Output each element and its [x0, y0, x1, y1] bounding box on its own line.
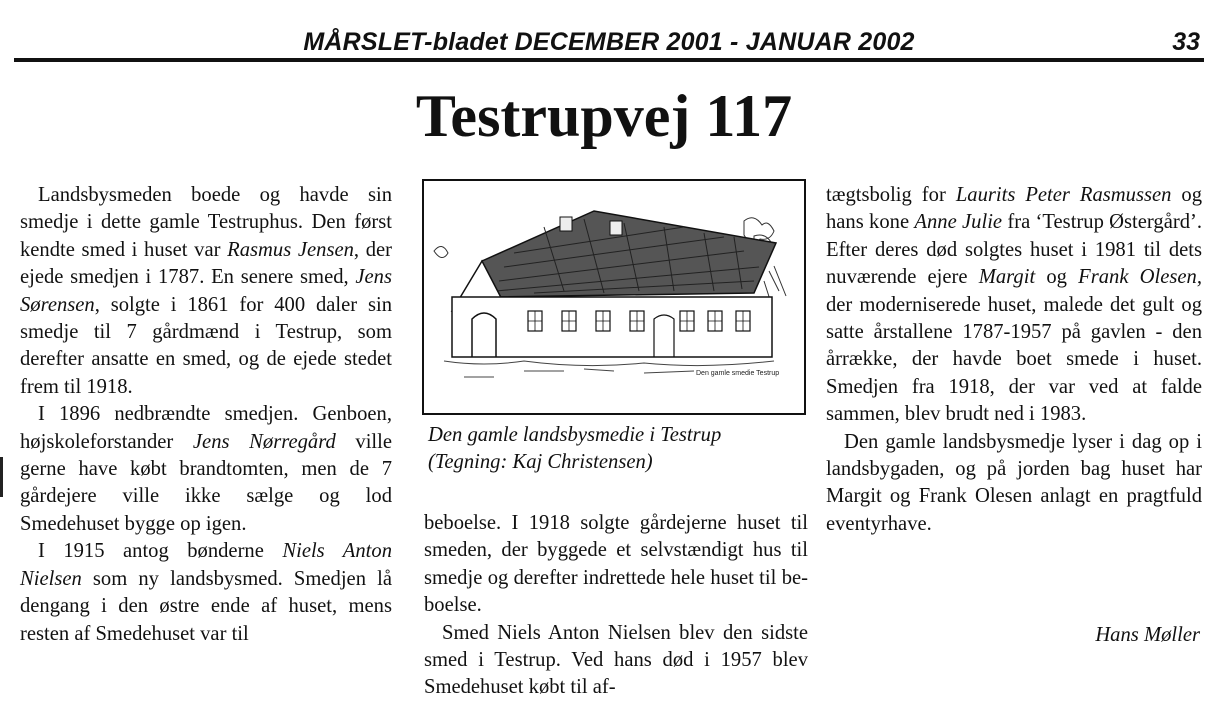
- text-run: Den gamle landsbysmedje lyser i dag op i landsbygaden, og på jorden bag huset har Margit og Frank Olesen anlagt en pragtfuld eventyrhave.: [826, 430, 1202, 535]
- paragraph: [20, 538, 392, 648]
- paragraph: [424, 510, 808, 620]
- text-run: I 1896 nedbrændte smedjen. Genboen, højskoleforstander: [20, 403, 392, 453]
- text-run: I 1915 antog bønderne: [38, 540, 283, 563]
- house-drawing-image: [424, 181, 804, 413]
- paragraph: [20, 182, 392, 401]
- text-run: og: [1035, 266, 1079, 289]
- italic-name: Rasmus Jensen: [227, 238, 354, 261]
- italic-name: Jens Nørregård: [192, 430, 336, 453]
- paragraph: [826, 182, 1202, 429]
- italic-name: Niels Anton Nielsen: [20, 540, 392, 590]
- text-run: beboelse. I 1918 solgte gårdejerne huset til smeden, der byggede et selvstændigt hus til smedje og derefter indrettede hele huset til be-boelse.: [424, 512, 808, 617]
- page-number: 33: [1172, 28, 1200, 56]
- sketch-inscription: Den gamle smedie Testrup: [696, 370, 780, 377]
- figure-caption: [428, 422, 808, 477]
- masthead: MÅRSLET-bladet DECEMBER 2001 - JANUAR 2002: [303, 28, 915, 56]
- italic-name: Jens Sørensen: [20, 266, 392, 316]
- text-run: Smed Niels Anton Nielsen blev den sidste smed i Testrup. Ved hans død i 1957 blev Smedehuset købt til af-: [424, 621, 808, 699]
- article-title: Testrupvej 117: [415, 83, 793, 149]
- italic-name: Frank Olesen,: [1078, 266, 1203, 289]
- text-run: der moderniserede huset, malede det gult og satte årstallene 1787-1957 på gavlen - den årrække, der havde boet smede i huset. Smedjen fra 1918, der var ved at falde sammen, blev brudt ned i 1983.: [826, 293, 1202, 426]
- column-3: [826, 182, 1202, 538]
- roof-shape: [482, 211, 776, 297]
- header-rule: [14, 58, 1204, 62]
- text-run: og hans kone: [826, 184, 1202, 234]
- house-drawing-figure: [422, 179, 806, 415]
- page-header: [14, 2, 1204, 56]
- italic-name: Laurits Peter Rasmussen: [955, 184, 1172, 206]
- text-run: , solgte i 1861 for 400 daler sin smedje til 7 gårdmænd i Testrup, som derefter ansatte en smed, og de ejede stedet frem til 1918.: [20, 293, 392, 398]
- scan-edge-mark: [0, 457, 3, 497]
- text-run: ville gerne have købt brandtomten, men de 7 gårdejere ville ikke sælge og lod Smedehuset bygge op igen.: [20, 430, 392, 535]
- italic-name: Margit: [978, 266, 1036, 289]
- column-1: [20, 182, 392, 648]
- house-wall: [452, 297, 772, 357]
- paragraph: [20, 401, 392, 538]
- caption-credit: (Tegning: Kaj Christensen): [428, 451, 653, 474]
- text-run: tægtsbolig for: [826, 184, 956, 206]
- text-run: Landsbysmeden boede og havde sin smedje i dette gamle Testruphus. Den først kendte smed i huset var: [20, 184, 392, 261]
- italic-name: Anne Julie: [914, 211, 1003, 234]
- paragraph: [424, 620, 808, 702]
- caption-line: Den gamle landsbysmedie i Testrup: [428, 424, 722, 446]
- chimney: [560, 217, 572, 231]
- paragraph: [826, 429, 1202, 539]
- text-run: som ny landsbysmed. Smedjen lå dengang i den østre ende af huset, mens resten af Smedehuset var til: [20, 567, 392, 645]
- column-2: [424, 510, 808, 702]
- text-run: fra ‘Testrup Østergård’. Efter deres død solgtes huset i 1981 til dets nuværende ejere: [826, 211, 1203, 289]
- chimney: [610, 221, 622, 235]
- text-run: , der ejede smedjen i 1787. En senere smed,: [20, 238, 393, 289]
- author-signature: Hans Møller: [1095, 624, 1200, 646]
